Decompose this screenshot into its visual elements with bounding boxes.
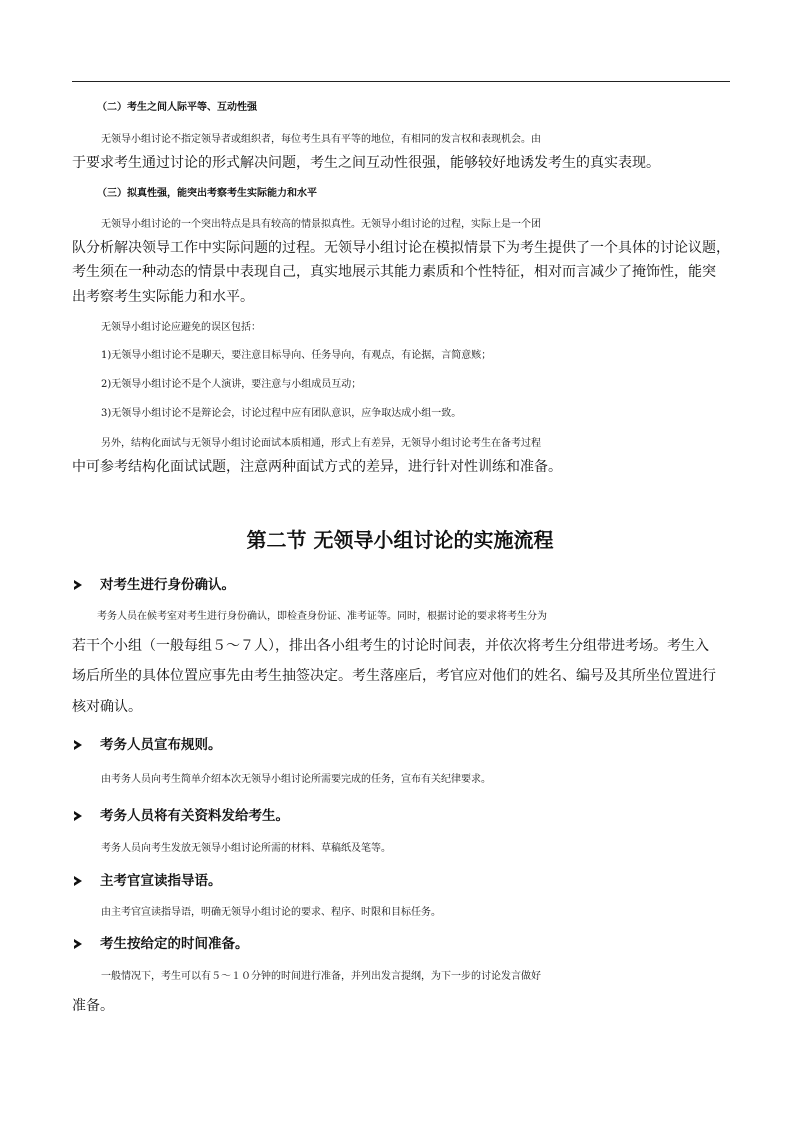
section-title: 第二节 无领导小组讨论的实施流程	[246, 528, 554, 552]
paragraph-line: 出考察考生实际能力和水平。	[72, 289, 254, 305]
step-label: 考务人员将有关资料发给考生。	[100, 808, 289, 824]
arrow-bullet-icon	[74, 580, 82, 590]
step-text-line: 准备。	[72, 998, 114, 1014]
paragraph-line: 队分析解决领导工作中实际问题的过程。无领导小组讨论在模拟情景下为考生提供了一个具体的讨论议题，	[72, 240, 730, 256]
step-text-line: 一般情况下，考生可以有５～１０分钟的时间进行准备，并列出发言提纲，为下一步的讨论发言做好	[101, 971, 541, 982]
paragraph-line: 另外，结构化面试与无领导小组讨论面试本质相通，形式上有差异，无领导小组讨论考生在备考过程	[101, 438, 541, 449]
step-text-line: 场后所坐的具体位置应事先由考生抽签决定。考生落座后，考官应对他们的姓名、编号及其所坐位置进行	[72, 668, 716, 684]
arrow-bullet-icon	[74, 811, 82, 821]
step-label: 对考生进行身份确认。	[100, 577, 235, 593]
arrow-bullet-icon	[74, 876, 82, 886]
step-heading	[72, 870, 730, 894]
step-heading	[72, 805, 730, 829]
step-text-line: 由主考官宣读指导语，明确无领导小组讨论的要求、程序、时限和目标任务。	[101, 907, 441, 918]
subsection-title-3: （三）拟真性强，能突出考察考生实际能力和水平	[97, 188, 317, 199]
step-heading	[72, 574, 730, 598]
step-text-line: 由考务人员向考生简单介绍本次无领导小组讨论所需要完成的任务，宣布有关纪律要求。	[101, 774, 491, 785]
step-label: 考务人员宣布规则。	[100, 737, 222, 753]
header-rule	[72, 81, 730, 82]
pitfall-item: 3)无领导小组讨论不是辩论会，讨论过程中应有团队意识，应争取达成小组一致。	[101, 408, 462, 419]
arrow-bullet-icon	[74, 740, 82, 750]
paragraph-line: 无领导小组讨论不指定领导者或组织者，每位考生具有平等的地位，有相同的发言权和表现机会。由	[101, 134, 541, 145]
paragraph-line: 于要求考生通过讨论的形式解决问题，考生之间互动性很强，能够较好地诱发考生的真实表现。	[72, 155, 660, 171]
step-text-line: 若干个小组（一般每组５～７人），排出各小组考生的讨论时间表，并依次将考生分组带进考场。考生入	[72, 638, 709, 654]
pitfalls-intro: 无领导小组讨论应避免的误区包括：	[101, 322, 261, 333]
paragraph-line: 无领导小组讨论的一个突出特点是具有较高的情景拟真性。无领导小组讨论的过程，实际上是一个团	[101, 219, 541, 230]
step-label: 主考官宣读指导语。	[100, 873, 222, 889]
step-heading	[72, 933, 730, 957]
arrow-bullet-icon	[74, 939, 82, 949]
subsection-title-2: （二）考生之间人际平等、互动性强	[97, 102, 257, 113]
pitfall-item: 2)无领导小组讨论不是个人演讲，要注意与小组成员互动；	[101, 379, 362, 390]
step-text-line: 核对确认。	[72, 699, 142, 715]
paragraph-line: 考生须在一种动态的情景中表现自己，真实地展示其能力素质和个性特征，相对而言减少了掩饰性，能突	[72, 264, 716, 280]
step-text-line: 考务人员向考生发放无领导小组讨论所需的材料、草稿纸及笔等。	[101, 843, 391, 854]
step-label: 考生按给定的时间准备。	[100, 936, 249, 952]
paragraph-line: 中可参考结构化面试试题，注意两种面试方式的差异，进行针对性训练和准备。	[72, 459, 562, 475]
step-text-line: 考务人员在候考室对考生进行身份确认，即检查身份证、准考证等。同时，根据讨论的要求将考生分为	[97, 611, 547, 622]
step-heading	[72, 734, 730, 758]
pitfall-item: 1)无领导小组讨论不是聊天，要注意目标导向、任务导向，有观点，有论据，言简意赅；	[101, 350, 492, 361]
